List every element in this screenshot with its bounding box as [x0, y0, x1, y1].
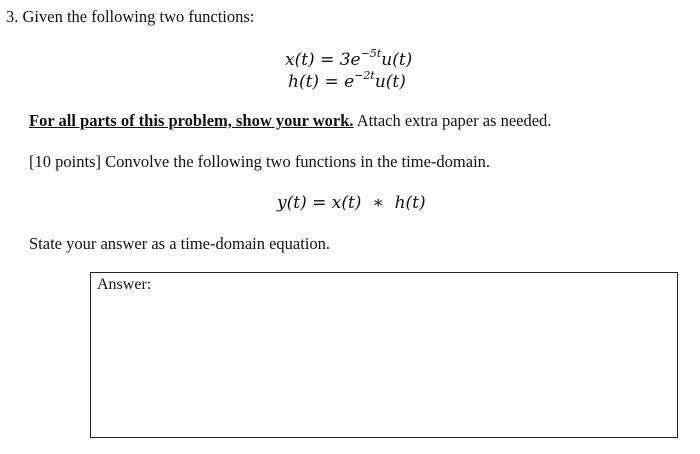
equation-h-rhs: u(t) — [374, 72, 406, 92]
equation-h — [288, 71, 406, 93]
instruction-rest: Attach extra paper as needed. — [353, 111, 552, 130]
equation-x-rhs: u(t) — [381, 50, 413, 70]
equation-x — [285, 49, 412, 71]
answer-label: Answer: — [97, 276, 152, 293]
convolution-equation: y(t) = x(t) ∗ h(t) — [277, 193, 426, 213]
problem-heading: 3. Given the following two functions: — [6, 7, 255, 26]
equation-x-exponent: −5t — [360, 47, 382, 61]
equation-h-exponent: −2t — [354, 69, 375, 83]
equation-h-lhs: h(t) = e — [288, 72, 355, 92]
instruction-line — [29, 111, 551, 131]
instruction-bold: For all parts of this problem, show your work. — [29, 111, 354, 130]
equation-x-lhs: x(t) = 3e — [285, 50, 361, 70]
state-text: State your answer as a time-domain equation. — [29, 234, 331, 253]
part-text: [10 points] Convolve the following two functions in the time-domain. — [29, 152, 491, 171]
answer-box[interactable] — [90, 272, 678, 438]
